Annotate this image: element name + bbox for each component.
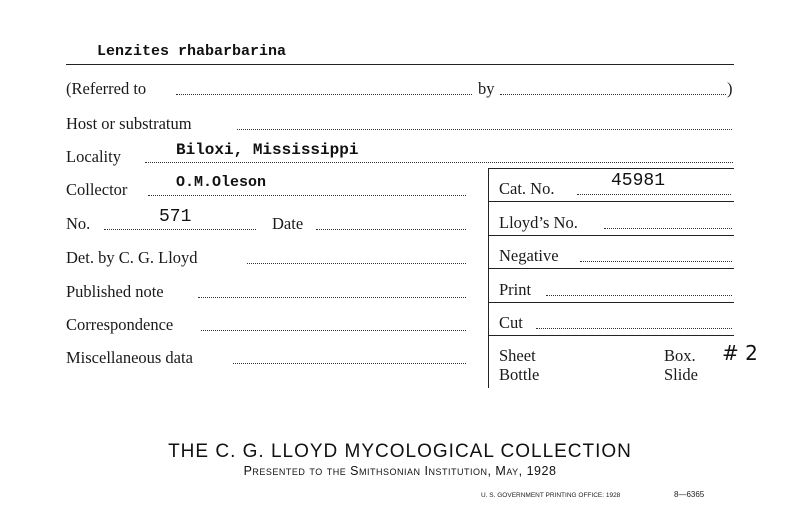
lloyds-no-label: Lloyd’s No. <box>499 213 578 232</box>
miscellaneous-line <box>233 363 466 364</box>
collector-label: Collector <box>66 180 128 199</box>
species-name: Lenzites rhabarbarina <box>97 43 287 60</box>
collector-line <box>148 195 466 196</box>
collection-subtitle: Presented to the Smithsonian Institution, May, 1928 <box>243 464 557 478</box>
print-line <box>546 295 732 296</box>
negative-rule <box>488 268 734 269</box>
collector-value: O.M.Oleson <box>176 174 267 191</box>
no-value: 571 <box>159 207 192 227</box>
cat-no-rule <box>488 201 734 202</box>
form-number: 8—6365 <box>674 490 705 499</box>
locality-label: Locality <box>66 147 121 166</box>
by-label: by <box>478 79 495 98</box>
collection-title: THE C. G. LLOYD MYCOLOGICAL COLLECTION <box>168 441 632 462</box>
cat-no-label: Cat. No. <box>499 179 555 198</box>
lloyds-no-rule <box>488 235 734 236</box>
host-label: Host or substratum <box>66 114 192 133</box>
bottle-label: Bottle <box>499 365 540 384</box>
host-line <box>237 129 732 130</box>
referred-to-label: (Referred to <box>66 79 147 98</box>
negative-label: Negative <box>499 246 559 265</box>
referred-to-line <box>176 94 472 95</box>
cut-rule <box>488 335 734 336</box>
correspondence-label: Correspondence <box>66 315 174 334</box>
date-line <box>316 229 466 230</box>
cut-line <box>536 328 732 329</box>
box-top-rule <box>488 168 734 169</box>
box-handwritten-value: # 2 <box>722 341 758 365</box>
cut-label: Cut <box>499 313 523 332</box>
box-label: Box. <box>664 346 696 365</box>
published-note-label: Published note <box>66 282 164 301</box>
slide-label: Slide <box>664 365 698 384</box>
cat-no-line <box>577 194 731 195</box>
published-note-line <box>198 297 466 298</box>
species-underline <box>66 64 734 65</box>
det-by-label: Det. by C. G. Lloyd <box>66 248 198 267</box>
locality-value: Biloxi, Mississippi <box>176 141 359 159</box>
print-rule <box>488 302 734 303</box>
locality-line <box>145 162 733 163</box>
print-label: Print <box>499 280 532 299</box>
correspondence-line <box>201 330 466 331</box>
cat-no-value: 45981 <box>611 171 666 191</box>
no-line <box>104 229 256 230</box>
date-label: Date <box>272 214 304 233</box>
gpo-imprint: U. S. GOVERNMENT PRINTING OFFICE: 1928 <box>481 492 621 499</box>
no-label: No. <box>66 214 91 233</box>
close-paren: ) <box>727 79 733 98</box>
sheet-label: Sheet <box>499 346 536 365</box>
lloyds-no-line <box>604 228 732 229</box>
by-line <box>500 94 726 95</box>
det-by-line <box>247 263 466 264</box>
miscellaneous-label: Miscellaneous data <box>66 348 193 367</box>
negative-line <box>580 261 732 262</box>
